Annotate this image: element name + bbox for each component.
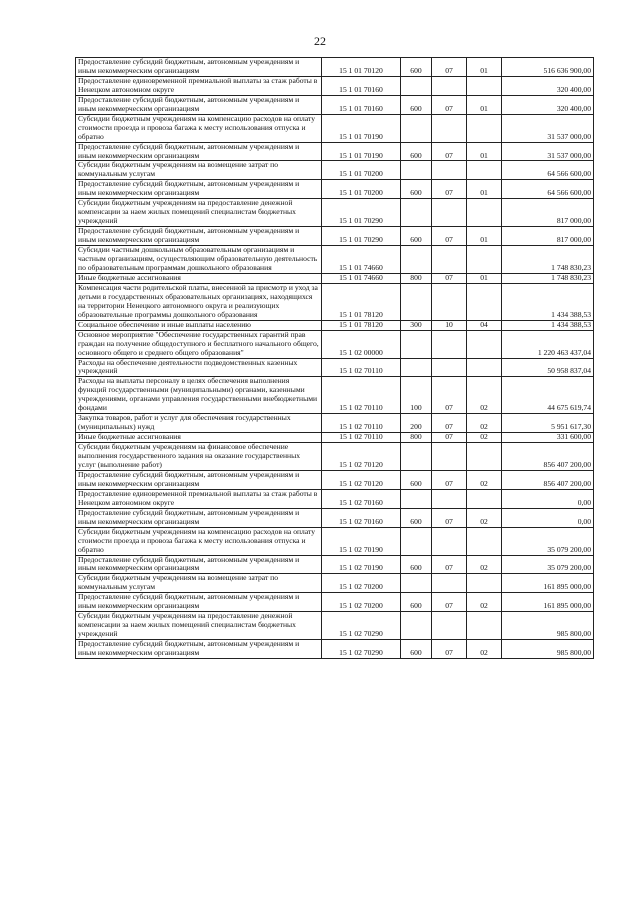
row-name-cell: Субсидии бюджетным учреждениям на предоставление денежной компенсации за наем жилых помещений специалистам бюджетных учреждений: [76, 612, 322, 640]
expense-type-cell: 600: [401, 142, 432, 161]
row-name-cell: Социальное обеспечение и иные выплаты населению: [76, 320, 322, 330]
section-cell: 07: [432, 508, 467, 527]
row-name-cell: Предоставление субсидий бюджетным, автономным учреждениям и иным некоммерческим организациям: [76, 593, 322, 612]
target-code-cell: 15 1 01 70290: [322, 199, 401, 227]
row-name-cell: Предоставление субсидий бюджетным, автономным учреждениям и иным некоммерческим организациям: [76, 180, 322, 199]
table-row: [76, 320, 594, 330]
subsection-cell: [467, 246, 502, 274]
table-row: [76, 640, 594, 659]
row-name-cell: Закупка товаров, работ и услуг для обеспечения государственных (муниципальных) нужд: [76, 414, 322, 433]
target-code-cell: 15 1 01 70200: [322, 180, 401, 199]
subsection-cell: [467, 612, 502, 640]
target-code-cell: 15 1 01 78120: [322, 320, 401, 330]
target-code-cell: 15 1 01 70160: [322, 76, 401, 95]
section-cell: [432, 199, 467, 227]
row-name-cell: Предоставление субсидий бюджетным, автономным учреждениям и иным некоммерческим организациям: [76, 95, 322, 114]
amount-cell: 817 000,00: [502, 199, 594, 227]
amount-cell: 5 951 617,30: [502, 414, 594, 433]
target-code-cell: 15 1 01 70120: [322, 58, 401, 77]
table-row: [76, 227, 594, 246]
row-name-cell: Предоставление субсидий бюджетным, автономным учреждениям и иным некоммерческим организациям: [76, 555, 322, 574]
subsection-cell: [467, 199, 502, 227]
expense-type-cell: [401, 574, 432, 593]
target-code-cell: 15 1 02 70290: [322, 612, 401, 640]
expense-type-cell: 800: [401, 433, 432, 443]
table-row: [76, 114, 594, 142]
expense-type-cell: 600: [401, 95, 432, 114]
subsection-cell: [467, 161, 502, 180]
section-cell: 07: [432, 377, 467, 414]
row-name-cell: Субсидии бюджетным учреждениям на компенсацию расходов на оплату стоимости проезда и провоза багажа к месту использования отпуска и обратно: [76, 527, 322, 555]
table-row: [76, 377, 594, 414]
table-row: [76, 555, 594, 574]
target-code-cell: 15 1 01 74660: [322, 246, 401, 274]
amount-cell: 1 434 388,53: [502, 320, 594, 330]
expense-type-cell: 600: [401, 640, 432, 659]
expense-type-cell: 600: [401, 593, 432, 612]
target-code-cell: 15 1 01 78120: [322, 283, 401, 320]
subsection-cell: 02: [467, 414, 502, 433]
row-name-cell: Иные бюджетные ассигнования: [76, 273, 322, 283]
section-cell: 07: [432, 95, 467, 114]
table-row: [76, 95, 594, 114]
section-cell: [432, 489, 467, 508]
subsection-cell: 01: [467, 227, 502, 246]
row-name-cell: Предоставление субсидий бюджетным, автономным учреждениям и иным некоммерческим организациям: [76, 640, 322, 659]
target-code-cell: 15 1 01 70160: [322, 95, 401, 114]
section-cell: 07: [432, 58, 467, 77]
table-row: [76, 470, 594, 489]
expense-type-cell: 600: [401, 508, 432, 527]
subsection-cell: 01: [467, 273, 502, 283]
row-name-cell: Предоставление единовременной премиальной выплаты за стаж работы в Ненецком автономном округе: [76, 489, 322, 508]
amount-cell: 856 407 200,00: [502, 470, 594, 489]
target-code-cell: 15 1 02 70110: [322, 433, 401, 443]
subsection-cell: 02: [467, 470, 502, 489]
budget-table-body: [76, 58, 594, 659]
table-row: [76, 527, 594, 555]
row-name-cell: Предоставление субсидий бюджетным, автономным учреждениям и иным некоммерческим организациям: [76, 508, 322, 527]
section-cell: 07: [432, 555, 467, 574]
amount-cell: 817 000,00: [502, 227, 594, 246]
target-code-cell: 15 1 01 70190: [322, 142, 401, 161]
amount-cell: 161 895 000,00: [502, 574, 594, 593]
subsection-cell: 02: [467, 593, 502, 612]
subsection-cell: 02: [467, 555, 502, 574]
subsection-cell: 01: [467, 142, 502, 161]
target-code-cell: 15 1 02 70200: [322, 574, 401, 593]
table-row: [76, 58, 594, 77]
target-code-cell: 15 1 02 70160: [322, 508, 401, 527]
table-row: [76, 574, 594, 593]
expense-type-cell: [401, 114, 432, 142]
amount-cell: 331 600,00: [502, 433, 594, 443]
amount-cell: 64 566 600,00: [502, 161, 594, 180]
subsection-cell: [467, 76, 502, 95]
subsection-cell: [467, 489, 502, 508]
row-name-cell: Предоставление субсидий бюджетным, автономным учреждениям и иным некоммерческим организациям: [76, 227, 322, 246]
expense-type-cell: [401, 246, 432, 274]
section-cell: [432, 283, 467, 320]
table-row: [76, 246, 594, 274]
row-name-cell: Предоставление субсидий бюджетным, автономным учреждениям и иным некоммерческим организациям: [76, 58, 322, 77]
row-name-cell: Расходы на обеспечение деятельности подведомственных казенных учреждений: [76, 358, 322, 377]
table-row: [76, 433, 594, 443]
subsection-cell: [467, 358, 502, 377]
amount-cell: 31 537 000,00: [502, 114, 594, 142]
table-row: [76, 612, 594, 640]
target-code-cell: 15 1 02 70190: [322, 555, 401, 574]
expense-type-cell: 200: [401, 414, 432, 433]
amount-cell: 35 079 200,00: [502, 555, 594, 574]
subsection-cell: 02: [467, 640, 502, 659]
section-cell: [432, 76, 467, 95]
row-name-cell: Предоставление субсидий бюджетным, автономным учреждениям и иным некоммерческим организациям: [76, 142, 322, 161]
target-code-cell: 15 1 01 74660: [322, 273, 401, 283]
expense-type-cell: [401, 76, 432, 95]
target-code-cell: 15 1 02 70120: [322, 443, 401, 471]
target-code-cell: 15 1 01 70290: [322, 227, 401, 246]
table-row: [76, 443, 594, 471]
row-name-cell: Субсидии бюджетным учреждениям на возмещение затрат по коммунальным услугам: [76, 574, 322, 593]
amount-cell: 64 566 600,00: [502, 180, 594, 199]
section-cell: 07: [432, 414, 467, 433]
table-row: [76, 76, 594, 95]
expense-type-cell: 600: [401, 470, 432, 489]
target-code-cell: 15 1 02 70110: [322, 414, 401, 433]
table-row: [76, 414, 594, 433]
row-name-cell: Субсидии частным дошкольным образовательным организациям и частным организациям, осуществляющим образовательную деятельность по образовательным программам дошкольного образования: [76, 246, 322, 274]
table-row: [76, 489, 594, 508]
expense-type-cell: 600: [401, 227, 432, 246]
target-code-cell: 15 1 01 70200: [322, 161, 401, 180]
subsection-cell: 01: [467, 180, 502, 199]
subsection-cell: [467, 283, 502, 320]
target-code-cell: 15 1 02 70160: [322, 489, 401, 508]
amount-cell: 856 407 200,00: [502, 443, 594, 471]
amount-cell: 1 434 388,53: [502, 283, 594, 320]
target-code-cell: 15 1 02 70110: [322, 377, 401, 414]
row-name-cell: Иные бюджетные ассигнования: [76, 433, 322, 443]
subsection-cell: 01: [467, 95, 502, 114]
subsection-cell: [467, 443, 502, 471]
section-cell: 07: [432, 142, 467, 161]
expense-type-cell: [401, 283, 432, 320]
amount-cell: 44 675 619,74: [502, 377, 594, 414]
section-cell: [432, 330, 467, 358]
target-code-cell: 15 1 01 70190: [322, 114, 401, 142]
table-row: [76, 283, 594, 320]
section-cell: 07: [432, 593, 467, 612]
section-cell: [432, 574, 467, 593]
target-code-cell: 15 1 02 00000: [322, 330, 401, 358]
target-code-cell: 15 1 02 70120: [322, 470, 401, 489]
section-cell: [432, 443, 467, 471]
section-cell: 07: [432, 640, 467, 659]
expense-type-cell: 100: [401, 377, 432, 414]
section-cell: 10: [432, 320, 467, 330]
row-name-cell: Субсидии бюджетным учреждениям на предоставление денежной компенсации за наем жилых помещений специалистам бюджетных учреждений: [76, 199, 322, 227]
section-cell: [432, 114, 467, 142]
expense-type-cell: 600: [401, 180, 432, 199]
page-number: 22: [314, 34, 326, 48]
table-row: [76, 593, 594, 612]
amount-cell: 516 636 900,00: [502, 58, 594, 77]
table-row: [76, 508, 594, 527]
row-name-cell: Субсидии бюджетным учреждениям на финансовое обеспечение выполнения государственного задания на оказание государственных услуг (выполнение работ): [76, 443, 322, 471]
amount-cell: 35 079 200,00: [502, 527, 594, 555]
subsection-cell: 02: [467, 508, 502, 527]
amount-cell: 985 800,00: [502, 612, 594, 640]
section-cell: [432, 161, 467, 180]
subsection-cell: 04: [467, 320, 502, 330]
section-cell: 07: [432, 433, 467, 443]
table-row: [76, 358, 594, 377]
expense-type-cell: [401, 612, 432, 640]
budget-table: [75, 57, 594, 659]
expense-type-cell: [401, 161, 432, 180]
amount-cell: 1 748 830,23: [502, 273, 594, 283]
amount-cell: 0,00: [502, 489, 594, 508]
subsection-cell: [467, 330, 502, 358]
row-name-cell: Основное мероприятие "Обеспечение государственных гарантий прав граждан на получение общедоступного и бесплатного начального общего, основного общего и среднего общего образования": [76, 330, 322, 358]
section-cell: [432, 612, 467, 640]
section-cell: 07: [432, 180, 467, 199]
subsection-cell: [467, 114, 502, 142]
section-cell: 07: [432, 227, 467, 246]
subsection-cell: 02: [467, 433, 502, 443]
amount-cell: 320 400,00: [502, 76, 594, 95]
expense-type-cell: 600: [401, 555, 432, 574]
expense-type-cell: 600: [401, 58, 432, 77]
expense-type-cell: [401, 443, 432, 471]
section-cell: 07: [432, 273, 467, 283]
row-name-cell: Предоставление единовременной премиальной выплаты за стаж работы в Ненецком автономном округе: [76, 76, 322, 95]
expense-type-cell: 800: [401, 273, 432, 283]
expense-type-cell: [401, 358, 432, 377]
target-code-cell: 15 1 02 70110: [322, 358, 401, 377]
row-name-cell: Компенсация части родительской платы, внесенной за присмотр и уход за детьми в государственных образовательных организациях, находящихся на территории Ненецкого автономного округа и реализующих образовательные программы дошкольного образования: [76, 283, 322, 320]
subsection-cell: 01: [467, 58, 502, 77]
row-name-cell: Расходы на выплаты персоналу в целях обеспечения выполнения функций государственными (муниципальными) органами, казенными учреждениями, органами управления государственными внебюджетными фондами: [76, 377, 322, 414]
amount-cell: 320 400,00: [502, 95, 594, 114]
expense-type-cell: [401, 489, 432, 508]
section-cell: 07: [432, 470, 467, 489]
amount-cell: 31 537 000,00: [502, 142, 594, 161]
section-cell: [432, 527, 467, 555]
subsection-cell: [467, 574, 502, 593]
expense-type-cell: [401, 527, 432, 555]
amount-cell: 50 958 837,04: [502, 358, 594, 377]
row-name-cell: Предоставление субсидий бюджетным, автономным учреждениям и иным некоммерческим организациям: [76, 470, 322, 489]
amount-cell: 0,00: [502, 508, 594, 527]
expense-type-cell: [401, 199, 432, 227]
table-row: [76, 142, 594, 161]
row-name-cell: Субсидии бюджетным учреждениям на возмещение затрат по коммунальным услугам: [76, 161, 322, 180]
table-row: [76, 273, 594, 283]
amount-cell: 161 895 000,00: [502, 593, 594, 612]
amount-cell: 1 748 830,23: [502, 246, 594, 274]
target-code-cell: 15 1 02 70290: [322, 640, 401, 659]
subsection-cell: [467, 527, 502, 555]
table-row: [76, 180, 594, 199]
expense-type-cell: 300: [401, 320, 432, 330]
subsection-cell: 02: [467, 377, 502, 414]
target-code-cell: 15 1 02 70190: [322, 527, 401, 555]
section-cell: [432, 358, 467, 377]
expense-type-cell: [401, 330, 432, 358]
table-row: [76, 161, 594, 180]
table-row: [76, 330, 594, 358]
amount-cell: 985 800,00: [502, 640, 594, 659]
row-name-cell: Субсидии бюджетным учреждениям на компенсацию расходов на оплату стоимости проезда и провоза багажа к месту использования отпуска и обратно: [76, 114, 322, 142]
target-code-cell: 15 1 02 70200: [322, 593, 401, 612]
section-cell: [432, 246, 467, 274]
amount-cell: 1 220 463 437,04: [502, 330, 594, 358]
table-row: [76, 199, 594, 227]
